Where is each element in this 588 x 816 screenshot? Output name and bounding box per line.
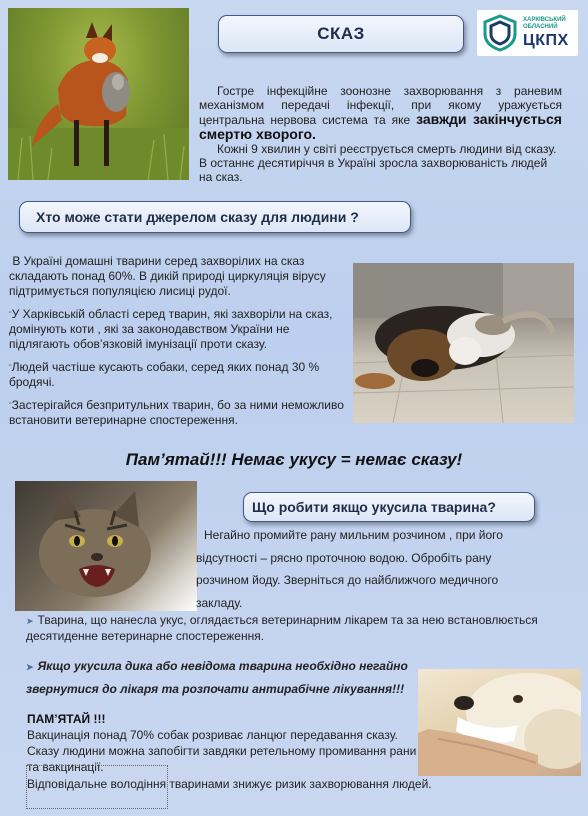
- final-remember-heading: ПАМ’ЯТАЙ !!!: [27, 712, 106, 726]
- fox-illustration: [8, 8, 189, 180]
- section-heading-what-to-do: Що робити якщо укусила тварина?: [243, 492, 535, 522]
- intro-text: [199, 84, 562, 184]
- intro-definition-bold: завжди закінчується смертю хворого.: [199, 111, 562, 142]
- dog-bite-photo: [418, 669, 581, 776]
- final-responsibility-text: Відповідальне володіння тваринами знижує ризик захворювання людей.: [27, 777, 432, 791]
- bullet-item: ➤ Тварина, що нанесла укус, оглядається ветеринарним лікарем та за нею встановлюється десятиденне ветеринарне спостереження.: [26, 613, 538, 643]
- facts-list: [9, 254, 353, 436]
- quote-mark-icon: “: [9, 401, 12, 410]
- final-vaccination-text: Вакцинація понад 70% собак розриває ланцюг передавання сказу. Сказу людини можна запобігти завдяки ретельному промивання рани та вакцинації.: [27, 728, 417, 774]
- intro-definition: [199, 84, 562, 142]
- dog-and-cat-photo: [353, 263, 574, 423]
- arrow-bullet-icon: ➤: [26, 616, 34, 626]
- shield-logo-icon: [482, 14, 518, 52]
- intro-death-rate: Кожні 9 хвилин у світі реєструється смерть людини від сказу.: [217, 142, 557, 156]
- dog-cat-illustration: [353, 263, 574, 423]
- quote-mark-icon: “: [9, 363, 12, 372]
- page-title: СКАЗ: [218, 15, 464, 53]
- intro-trend: В останнє десятиріччя в Україні зросла захворюваність людей на сказ.: [199, 156, 548, 184]
- cat-illustration: [15, 481, 197, 611]
- logo-name: ЦКПХ: [523, 32, 569, 49]
- fact-item: “У Харківській області серед тварин, які захворіли на сказ, домінують коти , які за законодавством України не підлягають обов’язковій імунізації проти сказу.: [9, 307, 333, 351]
- fact-item: В Україні домашні тварини серед захворілих на сказ складають понад 60%. В дикій природі циркуляція вірусу підтримується популяцією лисиці рудої.: [9, 254, 326, 298]
- remember-slogan: Пам’ятай!!! Немає укусу = немає сказу!: [125, 450, 463, 469]
- fox-photo: [8, 8, 189, 180]
- dog-bite-illustration: [418, 669, 581, 776]
- logo-subtitle: ХАРКІВСЬКИЙ ОБЛАСНИЙ: [523, 17, 566, 30]
- bullet-item-emphasis: ➤ Якщо укусила дика або невідома тварина необхідно негайно звернутися до лікаря та розпочати антирабічне лікування!!!: [26, 659, 408, 696]
- intro-definition-main: Гостре інфекційне зоонозне захворювання з раневим механізмом передачі інфекції, при якому уражується центральна нервова система та яке: [199, 84, 562, 127]
- quote-mark-icon: “: [9, 310, 12, 319]
- fact-item: “Застерігайся безпритульних тварин, бо за ними неможливо встановити ветеринарне спостереження.: [9, 398, 344, 427]
- section-heading-sources: Хто може стати джерелом сказу для людини ?: [19, 201, 411, 233]
- first-aid-instructions: Негайно промийте рану мильним розчином , при його відсутності – рясно проточною водою. Обробіть рану розчином йоду. Зверніться до найближчого медичного закладу.: [196, 528, 503, 610]
- fact-item: “Людей частіше кусають собаки, серед яких понад 30 % бродячі.: [9, 360, 320, 389]
- organization-logo: [477, 10, 578, 56]
- arrow-bullet-icon: ➤: [26, 662, 34, 672]
- angry-cat-photo: [15, 481, 197, 611]
